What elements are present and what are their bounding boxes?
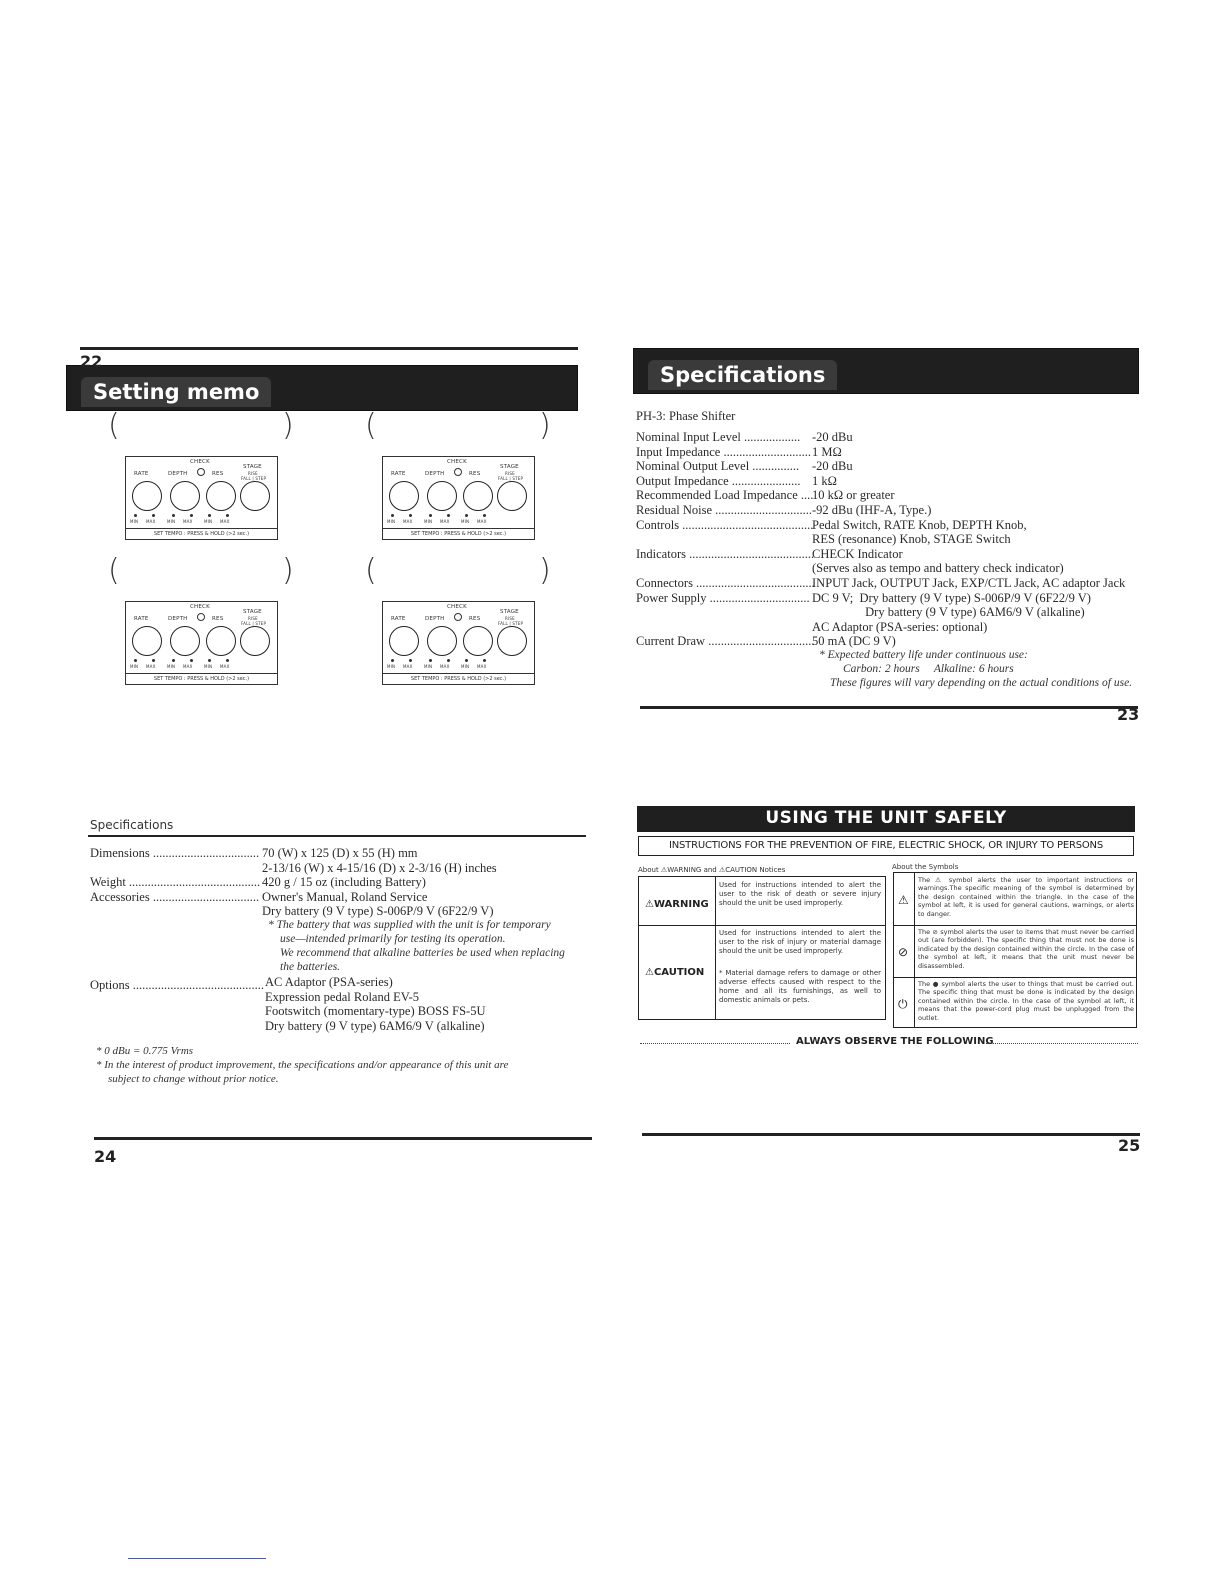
memo-paren-close: ) (539, 408, 551, 443)
spec23-value: 10 kΩ or greater (812, 488, 895, 503)
memo-paren-open: ( (365, 408, 377, 443)
spec23-key: Power Supply ................................ (636, 590, 810, 605)
spec23-row (636, 474, 1146, 489)
rate-label: RATE (391, 471, 406, 477)
check-led-icon (197, 613, 205, 621)
spec23-key: Output Impedance ...................... (636, 473, 801, 488)
fall-step-label: FALL | STEP (241, 621, 267, 626)
tempo-instruction: SET TEMPO : PRESS & HOLD (>2 sec.) (383, 673, 534, 684)
spec24-value: 70 (W) x 125 (D) x 55 (H) mm (262, 846, 418, 860)
options-list (265, 975, 485, 1033)
page23-number: 23 (1117, 705, 1140, 724)
setting-memo-title: Setting memo (81, 377, 271, 407)
page22-number: 22 (80, 352, 103, 371)
always-dots-right (986, 1043, 1138, 1044)
scale-dot-icon (465, 514, 468, 517)
memo-paren-open: ( (108, 408, 120, 443)
spec23-value: -92 dBu (IHF-A, Type.) (812, 502, 932, 517)
min-label: MIN (167, 519, 176, 524)
max-label: MAX (440, 664, 450, 669)
max-label: MAX (440, 519, 450, 524)
stage-label: STAGE (500, 464, 519, 470)
spec23-row (636, 620, 1146, 635)
stage-switch (497, 626, 527, 656)
check-led-icon (454, 468, 462, 476)
caution-note: * Material damage refers to damage or other adverse effects caused with respect to the home and all its furnishings, as well to domestic animals or pets. (719, 969, 881, 1004)
max-label: MAX (403, 664, 413, 669)
max-label: MAX (220, 519, 230, 524)
page24-footnotes (96, 1044, 596, 1086)
min-label: MIN (387, 519, 396, 524)
spec-list-24 (90, 846, 590, 919)
min-label: MIN (387, 664, 396, 669)
specifications-banner (633, 348, 1139, 394)
memo-paren-open: ( (365, 553, 377, 588)
spec24-key: Accessories .................................. (90, 889, 260, 904)
scale-dot-icon (134, 514, 137, 517)
res-knob (463, 481, 493, 511)
memo-panel-4 (382, 601, 535, 685)
scale-dot-icon (429, 659, 432, 662)
scale-dot-icon (483, 514, 486, 517)
page25-number: 25 (1118, 1136, 1141, 1155)
symbols-table (893, 872, 1137, 1028)
spec23-key: Residual Noise ............................... (636, 502, 813, 517)
spec-list-23 (636, 430, 1146, 649)
page24-header-rule (88, 835, 586, 837)
memo-panel-3 (125, 601, 278, 685)
spec23-row (636, 488, 1146, 503)
max-label: MAX (183, 519, 193, 524)
scale-dot-icon (391, 514, 394, 517)
page24-header: Specifications (90, 818, 174, 832)
rate-knob (132, 481, 162, 511)
scale-dot-icon (134, 659, 137, 662)
page23-rule (640, 706, 1138, 709)
setting-memo-banner (66, 365, 578, 411)
page22-bottom (80, 347, 578, 350)
spec24-key: Dimensions .................................. (90, 846, 260, 860)
spec24-row (90, 904, 590, 919)
acc-note-line: use—intended primarily for testing its operation. (280, 933, 506, 945)
specifications-title: Specifications (648, 360, 837, 390)
spec23-row (636, 634, 1146, 649)
acc-note-line: We recommend that alkaline batteries be used when replacing (280, 947, 565, 959)
rise-label: RISE (505, 616, 515, 621)
check-label: CHECK (447, 604, 467, 610)
max-label: MAX (146, 519, 156, 524)
stage-switch (497, 481, 527, 511)
spec23-value: -20 dBu (812, 430, 853, 444)
option-line: Expression pedal Roland EV-5 (265, 989, 420, 1004)
res-label: RES (469, 471, 481, 477)
spec24-value: 420 g / 15 oz (including Battery) (262, 875, 426, 890)
page25-rule (642, 1133, 1140, 1136)
scale-dot-icon (226, 514, 229, 517)
option-line: Dry battery (9 V type) 6AM6/9 V (alkaline) (265, 1018, 485, 1033)
rate-knob (389, 626, 419, 656)
spec23-value: 1 MΩ (812, 444, 842, 459)
spec23-row (636, 591, 1146, 606)
depth-label: DEPTH (168, 471, 188, 477)
scale-dot-icon (409, 659, 412, 662)
stage-switch (240, 626, 270, 656)
memo-paren-close: ) (282, 553, 294, 588)
min-label: MIN (424, 664, 433, 669)
res-knob (206, 481, 236, 511)
stage-label: STAGE (243, 609, 262, 615)
spec23-key: Connectors ...................................... (636, 575, 815, 590)
symbols-column-divider (914, 873, 915, 1027)
spec23-row (636, 532, 1146, 547)
spec23-row (636, 576, 1146, 591)
safely-title: USING THE UNIT SAFELY (765, 808, 1007, 828)
res-label: RES (212, 471, 224, 477)
battery-life-values: Carbon: 2 hours Alkaline: 6 hours (843, 663, 1014, 675)
safety-subtitle: INSTRUCTIONS FOR THE PREVENTION OF FIRE, ELECTRIC SHOCK, OR INJURY TO PERSONS (669, 840, 1103, 851)
res-label: RES (212, 616, 224, 622)
tempo-instruction: SET TEMPO : PRESS & HOLD (>2 sec.) (126, 673, 277, 684)
spec23-row (636, 605, 1146, 620)
battery-life-note: * Expected battery life under continuous use: (819, 649, 1028, 661)
max-label: MAX (403, 519, 413, 524)
max-label: MAX (146, 664, 156, 669)
spec23-row (636, 430, 1146, 445)
fall-step-label: FALL | STEP (241, 476, 267, 481)
spec23-value: 50 mA (DC 9 V) (812, 634, 896, 649)
warning-text: Used for instructions intended to alert the user to the risk of death or severe injury should the unit be used improperly. (719, 881, 881, 907)
check-label: CHECK (190, 459, 210, 465)
memo-panel-2 (382, 456, 535, 540)
memo-paren-open: ( (108, 553, 120, 588)
spec24-value: 2-13/16 (W) x 4-15/16 (D) x 2-3/16 (H) inches (262, 860, 497, 875)
check-label: CHECK (447, 459, 467, 465)
tempo-instruction: SET TEMPO : PRESS & HOLD (>2 sec.) (126, 528, 277, 539)
min-label: MIN (167, 664, 176, 669)
spec23-key: Recommended Load Impedance .... (636, 488, 814, 503)
fall-step-label: FALL | STEP (498, 476, 524, 481)
scale-dot-icon (483, 659, 486, 662)
spec23-row (636, 561, 1146, 576)
options-label: Options .......................................... (90, 978, 264, 992)
scale-dot-icon (208, 514, 211, 517)
spec23-value: Dry battery (9 V type) 6AM6/9 V (alkaline) (812, 605, 1085, 620)
spec23-key: Controls .......................................... (636, 517, 814, 532)
stage-label: STAGE (500, 609, 519, 615)
footnote-line: subject to change without prior notice. (108, 1073, 279, 1085)
rate-knob (132, 626, 162, 656)
footnote-line: * In the interest of product improvement, the specifications and/or appearance of this unit are (96, 1059, 509, 1071)
scale-dot-icon (190, 659, 193, 662)
battery-life-vary: These figures will vary depending on the actual conditions of use. (830, 677, 1133, 689)
notices-row-divider (639, 925, 885, 926)
spec23-row (636, 445, 1146, 460)
spec23-value: AC Adaptor (PSA-series: optional) (812, 619, 988, 634)
page24-rule (94, 1137, 592, 1140)
memo-paren-close: ) (539, 553, 551, 588)
max-label: MAX (183, 664, 193, 669)
spec23-row (636, 547, 1146, 562)
symbol-triangle-text: The ⚠ symbol alerts the user to important instructions or warnings.The specific meaning of the symbol is determined by the design contained within the triangle. In the case of the symbol at left, it is used for general cautions, warnings, or alerts to danger. (918, 876, 1134, 918)
caution-text: Used for instructions intended to alert the user to the risk of injury or material damage should the unit be used improperly. (719, 929, 881, 955)
spec23-value: 1 kΩ (812, 473, 837, 488)
scale-dot-icon (447, 659, 450, 662)
min-label: MIN (424, 519, 433, 524)
memo-panel-1 (125, 456, 278, 540)
option-line: AC Adaptor (PSA-series) (265, 975, 393, 989)
spec23-value: RES (resonance) Knob, STAGE Switch (812, 532, 1011, 547)
scale-dot-icon (429, 514, 432, 517)
scale-dot-icon (447, 514, 450, 517)
scale-dot-icon (465, 659, 468, 662)
spec23-value: INPUT Jack, OUTPUT Jack, EXP/CTL Jack, AC adaptor Jack (812, 575, 1126, 590)
accessory-note (268, 918, 598, 974)
spec23-row (636, 459, 1146, 474)
check-label: CHECK (190, 604, 210, 610)
spec23-value: -20 dBu (812, 459, 853, 474)
symbols-row-divider-1 (894, 925, 1136, 926)
notices-column-divider (715, 877, 716, 1019)
stage-switch (240, 481, 270, 511)
scale-dot-icon (152, 659, 155, 662)
always-observe-text: ALWAYS OBSERVE THE FOLLOWING (796, 1036, 994, 1047)
warning-label: ⚠WARNING (645, 899, 709, 910)
scale-dot-icon (409, 514, 412, 517)
rate-knob (389, 481, 419, 511)
safety-subtitle-box (638, 836, 1134, 856)
rate-label: RATE (391, 616, 406, 622)
rate-label: RATE (134, 616, 149, 622)
footnote-line: * 0 dBu = 0.775 Vrms (96, 1045, 194, 1057)
always-dots-left (640, 1043, 790, 1044)
acc-note-line: * The battery that was supplied with the unit is for temporary (268, 919, 551, 931)
spec24-row (90, 890, 590, 905)
scale-dot-icon (172, 514, 175, 517)
fall-step-label: FALL | STEP (498, 621, 524, 626)
scale-dot-icon (391, 659, 394, 662)
min-label: MIN (204, 664, 213, 669)
scale-dot-icon (172, 659, 175, 662)
rise-label: RISE (248, 616, 258, 621)
spec23-value: CHECK Indicator (812, 546, 903, 561)
tempo-instruction: SET TEMPO : PRESS & HOLD (>2 sec.) (383, 528, 534, 539)
about-notices-label: About ⚠WARNING and ⚠CAUTION Notices (638, 866, 786, 874)
depth-label: DEPTH (425, 616, 445, 622)
depth-knob (427, 481, 457, 511)
depth-knob (170, 481, 200, 511)
depth-knob (427, 626, 457, 656)
max-label: MAX (477, 664, 487, 669)
depth-label: DEPTH (425, 471, 445, 477)
res-label: RES (469, 616, 481, 622)
depth-knob (170, 626, 200, 656)
spec24-row (90, 861, 590, 876)
bottom-link-underline (128, 1558, 266, 1559)
depth-label: DEPTH (168, 616, 188, 622)
safely-banner (637, 806, 1135, 832)
symbol-mandatory-text: The ● symbol alerts the user to things that must be carried out. The specific thing that must be done is indicated by the design contained within the circle. In the case of the symbol at left, it means that the power-cord plug must be unplugged from the outlet. (918, 980, 1134, 1022)
spec23-row (636, 518, 1146, 533)
min-label: MIN (461, 664, 470, 669)
min-label: MIN (130, 519, 139, 524)
res-knob (463, 626, 493, 656)
scale-dot-icon (152, 514, 155, 517)
symbol-prohibited-text: The ⊘ symbol alerts the user to items that must never be carried out (are forbidden). The specific thing that must not be done is indicated by the design contained within the circle. In the case of the symbol at left, it means that the unit must never be disassembled. (918, 928, 1134, 970)
unplug-icon: ⏻ (898, 997, 908, 1011)
spec23-key: Nominal Output Level ............... (636, 459, 800, 474)
spec23-row (636, 503, 1146, 518)
spec24-value: Owner's Manual, Roland Service (262, 889, 428, 904)
spec23-value: DC 9 V; Dry battery (9 V type) S-006P/9 V (6F22/9 V) (812, 590, 1091, 605)
spec23-value: (Serves also as tempo and battery check indicator) (812, 561, 1064, 576)
spec23-value: Pedal Switch, RATE Knob, DEPTH Knob, (812, 517, 1027, 532)
acc-note-line: the batteries. (280, 961, 341, 973)
prohibited-icon: ⊘ (898, 945, 909, 959)
symbols-row-divider-2 (894, 977, 1136, 978)
min-label: MIN (461, 519, 470, 524)
rise-label: RISE (505, 471, 515, 476)
min-label: MIN (204, 519, 213, 524)
spec24-row (90, 846, 590, 861)
about-symbols-label: About the Symbols (892, 863, 959, 871)
max-label: MAX (220, 664, 230, 669)
option-line: Footswitch (momentary-type) BOSS FS-5U (265, 1004, 486, 1019)
spec23-key: Nominal Input Level .................. (636, 430, 801, 444)
notices-table (638, 876, 886, 1020)
memo-paren-close: ) (282, 408, 294, 443)
min-label: MIN (130, 664, 139, 669)
caution-label: ⚠CAUTION (645, 967, 705, 978)
spec23-key: Current Draw .................................. (636, 634, 815, 649)
always-observe-line (640, 1036, 1138, 1052)
caution-triangle-icon: ⚠ (898, 893, 909, 907)
spec24-key: Weight .......................................... (90, 875, 261, 890)
rate-label: RATE (134, 471, 149, 477)
spec23-key: Indicators ........................................ (636, 546, 815, 561)
model-name: PH-3: Phase Shifter (636, 409, 736, 423)
spec23-key: Input Impedance ............................ (636, 444, 811, 459)
stage-label: STAGE (243, 464, 262, 470)
check-led-icon (454, 613, 462, 621)
scale-dot-icon (226, 659, 229, 662)
check-led-icon (197, 468, 205, 476)
spec24-row (90, 875, 590, 890)
scale-dot-icon (190, 514, 193, 517)
scale-dot-icon (208, 659, 211, 662)
rise-label: RISE (248, 471, 258, 476)
res-knob (206, 626, 236, 656)
spec24-value: Dry battery (9 V type) S-006P/9 V (6F22/9 V) (262, 904, 494, 919)
page24-number: 24 (94, 1147, 117, 1166)
max-label: MAX (477, 519, 487, 524)
